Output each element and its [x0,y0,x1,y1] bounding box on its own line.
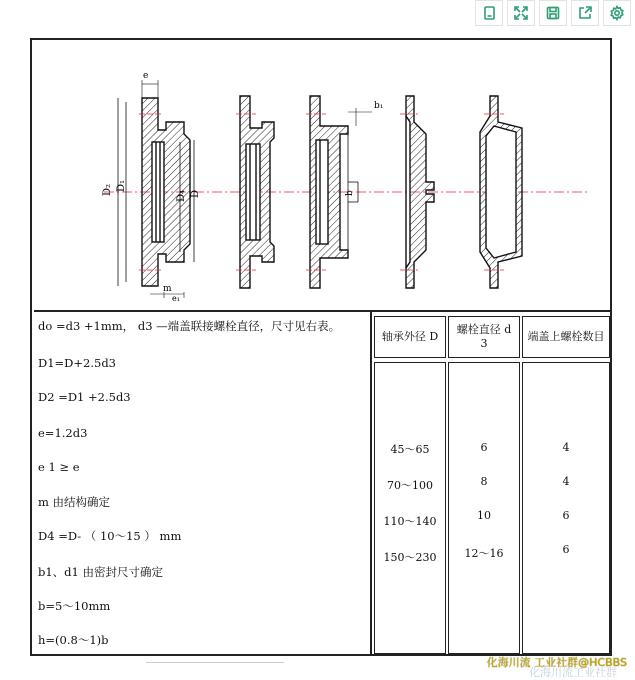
label-e1: e₁ [172,294,180,303]
watermark: 化海川流 工业社群@HCBBS [486,656,627,669]
table-cell: 110～140 [383,515,437,528]
label-e: e [143,71,149,81]
formula-line: D4 =D- （ 10～15 ） mm [38,529,182,543]
formula-line: h=(0.8～1)b [38,633,109,647]
table-cell: 6 [480,441,488,454]
formula-line: D1=D+2.5d3 [38,356,116,370]
image-toolbar [457,0,635,28]
end-cover-figure [30,38,612,656]
column-bearing-diameter [374,312,446,654]
header-bearing-diameter: 轴承外径 D [374,316,446,358]
copy-icon [481,5,497,21]
label-D4: D₄ [176,189,187,202]
table-cell: 4 [562,475,570,488]
table-cell: 12～16 [464,547,504,560]
formula-line: b=5～10mm [38,599,111,613]
header-bolt-count: 端盖上螺栓数目 [522,316,610,358]
view-end-cover-seal [118,80,194,298]
save-button[interactable] [539,0,567,26]
copy-button[interactable] [475,0,503,26]
share-button[interactable] [571,0,599,26]
table-cell: 150～230 [383,551,437,564]
end-cover-drawing [34,42,610,310]
label-b1: b₁ [374,101,384,111]
label-D2: D₂ [102,183,113,196]
formula-line: m 由结构确定 [38,495,111,509]
body-bearing-diameter [374,362,446,654]
formula-line: e=1.2d3 [38,426,88,440]
header-bolt-diameter: 螺栓直径 d 3 [448,316,520,358]
label-D1: D₁ [116,179,127,192]
table-cell: 6 [562,543,570,556]
technical-drawing [34,42,610,312]
table-cell: 45～65 [390,443,430,456]
column-bolt-diameter [448,312,520,654]
fullscreen-button[interactable] [507,0,535,26]
settings-icon [609,5,625,21]
save-icon [545,5,561,21]
table-cell: 6 [562,509,570,522]
formula-line: D2 =D1 +2.5d3 [38,390,131,404]
view-end-cover-2 [240,96,274,288]
formula-line: e 1 ≥ e [38,460,80,474]
table-cell: 4 [562,441,570,454]
label-m: m [163,284,172,294]
horizontal-scrollbar[interactable] [146,662,284,669]
body-bolt-diameter [448,362,520,654]
formula-list [32,312,372,654]
formula-line: b1、d1 由密封尺寸确定 [38,565,164,579]
settings-button[interactable] [603,0,631,26]
share-icon [577,5,593,21]
body-bolt-count [522,362,610,654]
label-D: D [190,189,201,198]
table-cell: 8 [480,475,488,488]
fullscreen-icon [513,5,529,21]
view-cup-cover [480,96,522,288]
watermark-shadow: 化海川流工业社群 [529,666,617,679]
column-bolt-count [522,312,610,654]
formula-line: do =d3 +1mm， d3 —端盖联接螺栓直径，尺寸见右表。 [38,319,341,333]
table-cell: 10 [477,509,491,522]
label-b: b [345,190,355,196]
table-cell: 70～100 [387,479,433,492]
